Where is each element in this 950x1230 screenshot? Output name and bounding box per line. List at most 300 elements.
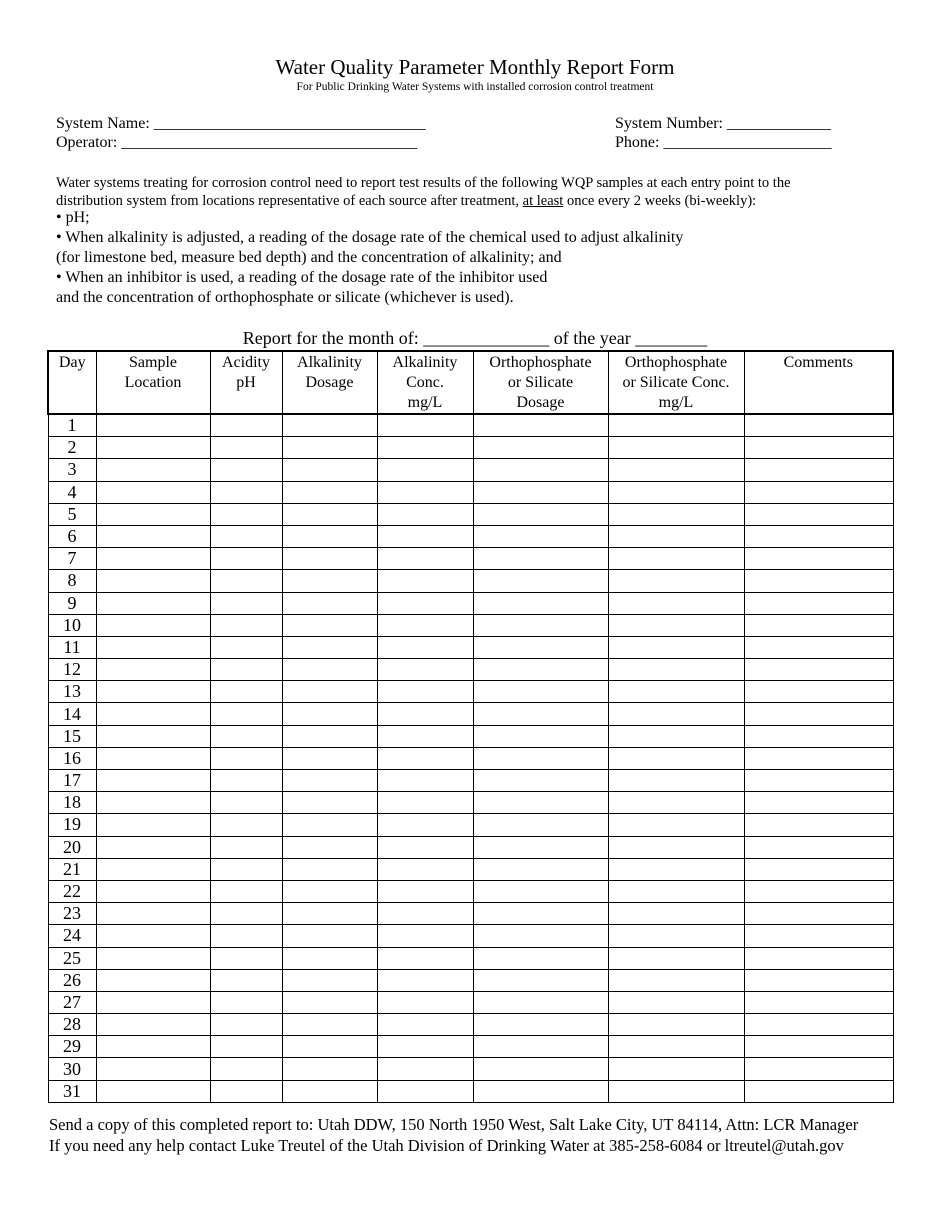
instructions-line-1: Water systems treating for corrosion control need to report test results of the following WQP samples at each entry point to the (56, 175, 791, 191)
entry-cell[interactable] (744, 503, 893, 525)
entry-cell[interactable] (744, 858, 893, 880)
entry-cell[interactable] (282, 503, 377, 525)
entry-cell[interactable] (96, 525, 210, 547)
entry-cell[interactable] (377, 503, 473, 525)
entry-cell[interactable] (744, 414, 893, 437)
entry-cell[interactable] (608, 792, 744, 814)
form-title: Water Quality Parameter Monthly Report Form (275, 55, 675, 79)
entry-cell[interactable] (744, 991, 893, 1013)
entry-cell[interactable] (282, 1036, 377, 1058)
entry-cell[interactable] (473, 459, 608, 481)
entry-cell[interactable] (210, 1080, 282, 1102)
entry-cell[interactable] (282, 880, 377, 902)
entry-cell[interactable] (210, 1036, 282, 1058)
entry-cell[interactable] (210, 836, 282, 858)
entry-cell[interactable] (377, 747, 473, 769)
entry-cell[interactable] (96, 836, 210, 858)
entry-cell[interactable] (377, 814, 473, 836)
header-line: Orthophosphate (624, 354, 728, 371)
entry-cell[interactable] (473, 880, 608, 902)
day-number: 25 (48, 947, 96, 969)
entry-cell[interactable] (282, 792, 377, 814)
entry-cell[interactable] (210, 880, 282, 902)
entry-cell[interactable] (377, 947, 473, 969)
entry-cell[interactable] (282, 681, 377, 703)
entry-cell[interactable] (473, 814, 608, 836)
entry-cell[interactable] (96, 570, 210, 592)
entry-cell[interactable] (473, 414, 608, 437)
entry-cell[interactable] (96, 437, 210, 459)
entry-cell[interactable] (377, 792, 473, 814)
entry-cell[interactable] (744, 1036, 893, 1058)
entry-cell[interactable] (96, 592, 210, 614)
entry-cell[interactable] (377, 836, 473, 858)
table-row (48, 836, 893, 858)
entry-cell[interactable] (282, 437, 377, 459)
entry-cell[interactable] (282, 925, 377, 947)
day-number: 21 (48, 858, 96, 880)
entry-cell[interactable] (96, 969, 210, 991)
column-header-sample-location (96, 351, 210, 414)
entry-cell[interactable] (473, 770, 608, 792)
day-number: 16 (48, 747, 96, 769)
entry-cell[interactable] (377, 414, 473, 437)
table-row (48, 525, 893, 547)
header-line: pH (236, 374, 256, 391)
entry-cell[interactable] (744, 548, 893, 570)
entry-cell[interactable] (608, 414, 744, 437)
entry-cell[interactable] (96, 903, 210, 925)
entry-cell[interactable] (744, 636, 893, 658)
table-row (48, 1036, 893, 1058)
entry-cell[interactable] (210, 481, 282, 503)
entry-cell[interactable] (210, 969, 282, 991)
entry-cell[interactable] (282, 481, 377, 503)
table-row (48, 1080, 893, 1102)
entry-cell[interactable] (96, 925, 210, 947)
entry-cell[interactable] (744, 1080, 893, 1102)
day-number: 19 (48, 814, 96, 836)
footer-contact: If you need any help contact Luke Treutel of the Utah Division of Drinking Water at 385-258-6084 or ltreutel@utah.gov (49, 1136, 844, 1155)
entry-cell[interactable] (377, 858, 473, 880)
entry-cell[interactable] (210, 991, 282, 1013)
entry-cell[interactable] (473, 681, 608, 703)
entry-cell[interactable] (210, 947, 282, 969)
entry-cell[interactable] (744, 525, 893, 547)
entry-cell[interactable] (608, 770, 744, 792)
entry-cell[interactable] (473, 858, 608, 880)
entry-cell[interactable] (744, 725, 893, 747)
entry-cell[interactable] (282, 592, 377, 614)
entry-cell[interactable] (377, 459, 473, 481)
entry-cell[interactable] (473, 570, 608, 592)
header-line: Alkalinity (392, 354, 458, 371)
table-row (48, 925, 893, 947)
entry-cell[interactable] (96, 1080, 210, 1102)
day-number: 24 (48, 925, 96, 947)
entry-cell[interactable] (377, 703, 473, 725)
entry-cell[interactable] (608, 548, 744, 570)
entry-cell[interactable] (377, 659, 473, 681)
entry-cell[interactable] (282, 725, 377, 747)
entry-cell[interactable] (210, 903, 282, 925)
requirement-line: (for limestone bed, measure bed depth) and the concentration of alkalinity; and (56, 249, 562, 266)
entry-cell[interactable] (744, 969, 893, 991)
table-row (48, 570, 893, 592)
phone-field[interactable]: Phone: _____________________ (615, 134, 832, 151)
entry-cell[interactable] (608, 725, 744, 747)
table-row (48, 481, 893, 503)
entry-cell[interactable] (96, 1036, 210, 1058)
entry-cell[interactable] (96, 703, 210, 725)
instructions-line-2-start: distribution system from locations representative of each source after treatment, (56, 193, 523, 209)
entry-cell[interactable] (210, 459, 282, 481)
entry-cell[interactable] (96, 481, 210, 503)
table-row (48, 1058, 893, 1080)
entry-cell[interactable] (744, 903, 893, 925)
table-row (48, 459, 893, 481)
entry-cell[interactable] (282, 1058, 377, 1080)
entry-cell[interactable] (473, 925, 608, 947)
entry-cell[interactable] (744, 947, 893, 969)
entry-cell[interactable] (473, 991, 608, 1013)
entry-cell[interactable] (282, 659, 377, 681)
entry-cell[interactable] (282, 636, 377, 658)
entry-cell[interactable] (608, 614, 744, 636)
column-header-acidity-ph (210, 351, 282, 414)
entry-cell[interactable] (282, 858, 377, 880)
entry-cell[interactable] (96, 858, 210, 880)
entry-cell[interactable] (210, 525, 282, 547)
entry-cell[interactable] (96, 947, 210, 969)
day-number: 15 (48, 725, 96, 747)
entry-cell[interactable] (608, 681, 744, 703)
entry-cell[interactable] (210, 858, 282, 880)
day-number: 20 (48, 836, 96, 858)
entry-cell[interactable] (473, 503, 608, 525)
entry-cell[interactable] (473, 614, 608, 636)
entry-cell[interactable] (377, 1058, 473, 1080)
entry-cell[interactable] (377, 481, 473, 503)
day-number: 12 (48, 659, 96, 681)
entry-cell[interactable] (473, 548, 608, 570)
entry-cell[interactable] (210, 703, 282, 725)
entry-cell[interactable] (377, 548, 473, 570)
column-header-comments (744, 351, 893, 414)
entry-cell[interactable] (744, 570, 893, 592)
day-number: 29 (48, 1036, 96, 1058)
entry-cell[interactable] (210, 1058, 282, 1080)
entry-cell[interactable] (473, 903, 608, 925)
day-number: 30 (48, 1058, 96, 1080)
table-row (48, 747, 893, 769)
table-row (48, 792, 893, 814)
entry-cell[interactable] (210, 792, 282, 814)
header-line: or Silicate Conc. (622, 374, 730, 391)
entry-cell[interactable] (608, 903, 744, 925)
entry-cell[interactable] (608, 880, 744, 902)
day-number: 11 (48, 636, 96, 658)
system-name-field[interactable]: System Name: __________________________________ (56, 115, 426, 132)
entry-cell[interactable] (608, 503, 744, 525)
entry-cell[interactable] (473, 1058, 608, 1080)
entry-cell[interactable] (608, 947, 744, 969)
day-number: 7 (48, 548, 96, 570)
entry-cell[interactable] (282, 703, 377, 725)
day-number: 27 (48, 991, 96, 1013)
table-row (48, 703, 893, 725)
system-number-field[interactable]: System Number: _____________ (615, 115, 831, 132)
entry-cell[interactable] (96, 725, 210, 747)
entry-cell[interactable] (377, 880, 473, 902)
entry-cell[interactable] (473, 725, 608, 747)
day-number: 18 (48, 792, 96, 814)
entry-cell[interactable] (608, 747, 744, 769)
entry-cell[interactable] (282, 1014, 377, 1036)
day-number: 17 (48, 770, 96, 792)
entry-cell[interactable] (377, 725, 473, 747)
entry-cell[interactable] (744, 770, 893, 792)
day-number: 8 (48, 570, 96, 592)
entry-cell[interactable] (608, 570, 744, 592)
operator-field[interactable]: Operator: _____________________________________ (56, 134, 418, 151)
entry-cell[interactable] (210, 548, 282, 570)
entry-cell[interactable] (744, 1014, 893, 1036)
entry-cell[interactable] (377, 1036, 473, 1058)
entry-cell[interactable] (608, 1014, 744, 1036)
entry-cell[interactable] (608, 858, 744, 880)
entry-cell[interactable] (96, 414, 210, 437)
entry-cell[interactable] (282, 414, 377, 437)
header-line: Comments (783, 354, 853, 371)
entry-cell[interactable] (473, 636, 608, 658)
at-least-emphasis: at least (522, 193, 564, 209)
entry-cell[interactable] (744, 614, 893, 636)
entry-cell[interactable] (282, 770, 377, 792)
entry-cell[interactable] (473, 836, 608, 858)
entry-cell[interactable] (608, 969, 744, 991)
entry-cell[interactable] (96, 614, 210, 636)
header-line: mg/L (658, 394, 694, 411)
entry-cell[interactable] (608, 636, 744, 658)
report-period-line[interactable]: Report for the month of: ______________ of the year ________ (242, 328, 708, 348)
entry-cell[interactable] (744, 792, 893, 814)
entry-cell[interactable] (377, 636, 473, 658)
entry-cell[interactable] (210, 814, 282, 836)
table-row (48, 947, 893, 969)
entry-cell[interactable] (282, 747, 377, 769)
entry-cell[interactable] (473, 1014, 608, 1036)
entry-cell[interactable] (96, 792, 210, 814)
entry-cell[interactable] (96, 503, 210, 525)
entry-cell[interactable] (96, 770, 210, 792)
entry-cell[interactable] (282, 991, 377, 1013)
table-row (48, 1014, 893, 1036)
table-row (48, 614, 893, 636)
entry-cell[interactable] (377, 770, 473, 792)
table-row (48, 503, 893, 525)
entry-cell[interactable] (282, 947, 377, 969)
header-line: Dosage (516, 394, 565, 411)
entry-cell[interactable] (377, 525, 473, 547)
entry-cell[interactable] (377, 1080, 473, 1102)
entry-cell[interactable] (473, 1036, 608, 1058)
entry-cell[interactable] (744, 681, 893, 703)
column-header-ortho-dosage (473, 351, 608, 414)
requirement-line: • When an inhibitor is used, a reading of the dosage rate of the inhibitor used (56, 269, 548, 286)
entry-cell[interactable] (210, 770, 282, 792)
entry-cell[interactable] (608, 991, 744, 1013)
entry-cell[interactable] (210, 437, 282, 459)
column-header-alkalinity-dosage (282, 351, 377, 414)
entry-cell[interactable] (473, 592, 608, 614)
entry-cell[interactable] (608, 1058, 744, 1080)
entry-cell[interactable] (744, 703, 893, 725)
entry-cell[interactable] (377, 570, 473, 592)
entry-cell[interactable] (377, 903, 473, 925)
day-number: 13 (48, 681, 96, 703)
entry-cell[interactable] (96, 681, 210, 703)
entry-cell[interactable] (608, 925, 744, 947)
form-subtitle: For Public Drinking Water Systems with installed corrosion control treatment (296, 81, 654, 93)
entry-cell[interactable] (96, 747, 210, 769)
entry-cell[interactable] (96, 459, 210, 481)
table-body (48, 414, 893, 1102)
entry-cell[interactable] (608, 592, 744, 614)
entry-cell[interactable] (377, 925, 473, 947)
table-row (48, 636, 893, 658)
requirements-list (56, 208, 906, 308)
entry-cell[interactable] (282, 969, 377, 991)
entry-cell[interactable] (744, 925, 893, 947)
entry-cell[interactable] (377, 437, 473, 459)
entry-cell[interactable] (210, 681, 282, 703)
day-number: 9 (48, 592, 96, 614)
entry-cell[interactable] (608, 437, 744, 459)
entry-cell[interactable] (210, 414, 282, 437)
entry-cell[interactable] (210, 614, 282, 636)
entry-cell[interactable] (744, 836, 893, 858)
entry-cell[interactable] (608, 481, 744, 503)
entry-cell[interactable] (608, 814, 744, 836)
entry-cell[interactable] (473, 1080, 608, 1102)
entry-cell[interactable] (377, 681, 473, 703)
entry-cell[interactable] (473, 481, 608, 503)
table-row (48, 548, 893, 570)
entry-cell[interactable] (210, 747, 282, 769)
entry-cell[interactable] (282, 548, 377, 570)
entry-cell[interactable] (282, 903, 377, 925)
day-number: 28 (48, 1014, 96, 1036)
entry-cell[interactable] (282, 570, 377, 592)
entry-cell[interactable] (377, 592, 473, 614)
entry-cell[interactable] (608, 703, 744, 725)
entry-cell[interactable] (473, 659, 608, 681)
day-number: 6 (48, 525, 96, 547)
requirement-line: and the concentration of orthophosphate or silicate (whichever is used). (56, 289, 514, 306)
entry-cell[interactable] (210, 659, 282, 681)
entry-cell[interactable] (210, 592, 282, 614)
entry-cell[interactable] (282, 525, 377, 547)
day-number: 4 (48, 481, 96, 503)
entry-cell[interactable] (608, 659, 744, 681)
entry-cell[interactable] (744, 747, 893, 769)
entry-cell[interactable] (744, 481, 893, 503)
entry-cell[interactable] (473, 792, 608, 814)
entry-cell[interactable] (282, 614, 377, 636)
entry-cell[interactable] (744, 880, 893, 902)
entry-cell[interactable] (473, 525, 608, 547)
entry-cell[interactable] (608, 836, 744, 858)
entry-cell[interactable] (96, 880, 210, 902)
entry-cell[interactable] (377, 1014, 473, 1036)
header-line: Location (124, 374, 182, 391)
entry-cell[interactable] (210, 1014, 282, 1036)
entry-cell[interactable] (608, 1036, 744, 1058)
entry-cell[interactable] (377, 969, 473, 991)
entry-cell[interactable] (96, 1014, 210, 1036)
entry-cell[interactable] (473, 947, 608, 969)
requirement-line: • When alkalinity is adjusted, a reading of the dosage rate of the chemical used to adjust alkalinity (56, 229, 684, 246)
header-line: or Silicate (507, 374, 574, 391)
entry-cell[interactable] (282, 814, 377, 836)
entry-cell[interactable] (608, 459, 744, 481)
entry-cell[interactable] (744, 814, 893, 836)
entry-cell[interactable] (282, 459, 377, 481)
entry-cell[interactable] (96, 636, 210, 658)
table-header-row (48, 351, 893, 414)
entry-cell[interactable] (96, 1058, 210, 1080)
entry-cell[interactable] (210, 503, 282, 525)
entry-cell[interactable] (608, 525, 744, 547)
entry-cell[interactable] (744, 459, 893, 481)
table-row (48, 770, 893, 792)
entry-cell[interactable] (210, 570, 282, 592)
entry-cell[interactable] (210, 925, 282, 947)
entry-cell[interactable] (744, 437, 893, 459)
entry-cell[interactable] (96, 659, 210, 681)
day-number: 1 (48, 414, 96, 437)
header-line: Dosage (305, 374, 354, 391)
table-row (48, 903, 893, 925)
entry-cell[interactable] (377, 614, 473, 636)
day-number: 31 (48, 1080, 96, 1102)
entry-cell[interactable] (744, 1058, 893, 1080)
table-row (48, 814, 893, 836)
entry-cell[interactable] (377, 991, 473, 1013)
header-line: Day (58, 354, 86, 371)
entry-cell[interactable] (282, 836, 377, 858)
entry-cell[interactable] (96, 548, 210, 570)
entry-cell[interactable] (473, 747, 608, 769)
table-row (48, 858, 893, 880)
instructions-paragraph (56, 174, 906, 210)
table-row (48, 725, 893, 747)
entry-cell[interactable] (210, 725, 282, 747)
footer-send-instructions: Send a copy of this completed report to: Utah DDW, 150 North 1950 West, Salt Lake City, UT 84114, Attn: LCR Manager (49, 1115, 859, 1134)
wqp-data-table (47, 350, 894, 1103)
entry-cell[interactable] (744, 659, 893, 681)
entry-cell[interactable] (210, 636, 282, 658)
entry-cell[interactable] (473, 969, 608, 991)
entry-cell[interactable] (473, 703, 608, 725)
entry-cell[interactable] (608, 1080, 744, 1102)
entry-cell[interactable] (744, 592, 893, 614)
entry-cell[interactable] (473, 437, 608, 459)
entry-cell[interactable] (96, 814, 210, 836)
entry-cell[interactable] (282, 1080, 377, 1102)
entry-cell[interactable] (96, 991, 210, 1013)
